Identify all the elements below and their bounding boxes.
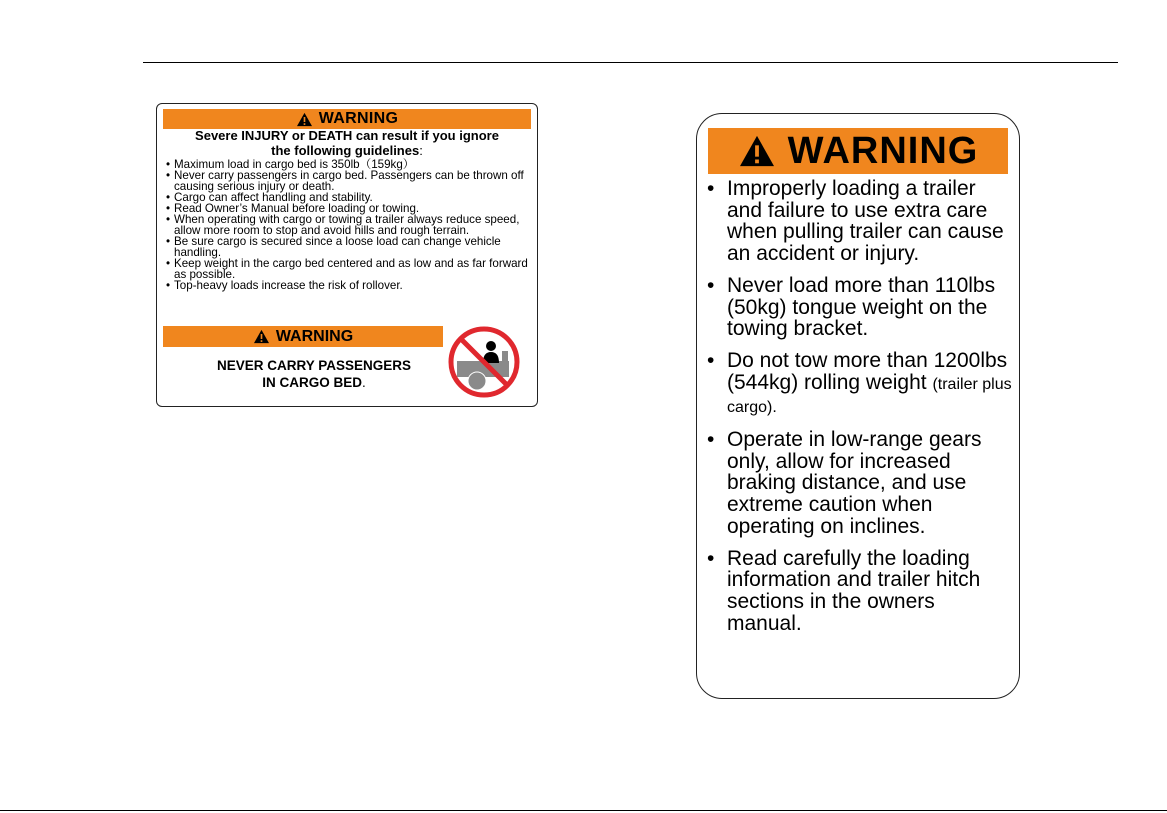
- list-item: • Never carry passengers in cargo bed. Passengers can be thrown off causing serious injury or death.: [166, 170, 536, 192]
- list-item: • Maximum load in cargo bed is 350lb（159kg）: [166, 159, 536, 170]
- warning-triangle-icon: [296, 112, 313, 127]
- never-period: .: [362, 375, 366, 390]
- lead-text: [163, 128, 531, 158]
- never-line-1: NEVER CARRY PASSENGERS: [216, 358, 412, 373]
- warning-header: [163, 109, 531, 129]
- warning-header-secondary-text: WARNING: [275, 327, 354, 345]
- list-item: • Keep weight in the cargo bed centered and as low and as far forward as possible.: [166, 258, 536, 280]
- lead-line-1: Severe INJURY or DEATH can result if you ignore: [195, 128, 499, 143]
- list-item: • Cargo can affect handling and stability.: [166, 192, 536, 203]
- list-item: [707, 350, 1012, 419]
- warning-triangle-icon: [738, 134, 776, 168]
- list-item-suffix: (trailer plus cargo).: [727, 375, 1012, 417]
- warning-header-large-text: WARNING: [787, 129, 979, 172]
- list-item: • When operating with cargo or towing a trailer always reduce speed, allow more room to stop and avoid hills and rough terrain.: [166, 214, 536, 236]
- guidelines-list: [166, 159, 536, 291]
- header-rule: [143, 62, 1118, 63]
- warning-header-large: [708, 128, 1008, 174]
- list-item: • Never load more than 110lbs (50kg) tongue weight on the towing bracket.: [707, 275, 1012, 340]
- list-item-text: Do not tow more than 1200lbs (544kg) rolling weight: [727, 348, 1008, 394]
- list-item: • Improperly loading a trailer and failure to use extra care when pulling trailer can cause an accident or injury.: [707, 178, 1012, 265]
- list-item: • Read Owner’s Manual before loading or towing.: [166, 203, 536, 214]
- lead-colon: :: [419, 143, 423, 158]
- list-item: • Top-heavy loads increase the risk of rollover.: [166, 280, 536, 291]
- cargo-warning-label: [156, 103, 538, 407]
- lead-line-2: the following guidelines: [271, 143, 420, 158]
- list-item: • Operate in low-range gears only, allow for increased braking distance, and use extreme caution when operating on inclines.: [707, 429, 1012, 538]
- never-carry-text: [163, 357, 465, 391]
- warning-header-text: WARNING: [318, 110, 399, 127]
- towing-warning-label: [696, 113, 1020, 699]
- never-line-2: IN CARGO BED: [262, 375, 362, 390]
- no-passengers-in-cargo-icon: [447, 325, 521, 399]
- warning-header-secondary: [163, 326, 443, 347]
- warning-triangle-icon: [253, 329, 270, 344]
- list-item: • Be sure cargo is secured since a loose load can change vehicle handling.: [166, 236, 536, 258]
- footer-rule: [0, 810, 1167, 811]
- towing-list: [707, 178, 1012, 644]
- list-item: • Read carefully the loading information and trailer hitch sections in the owners manual.: [707, 548, 1012, 635]
